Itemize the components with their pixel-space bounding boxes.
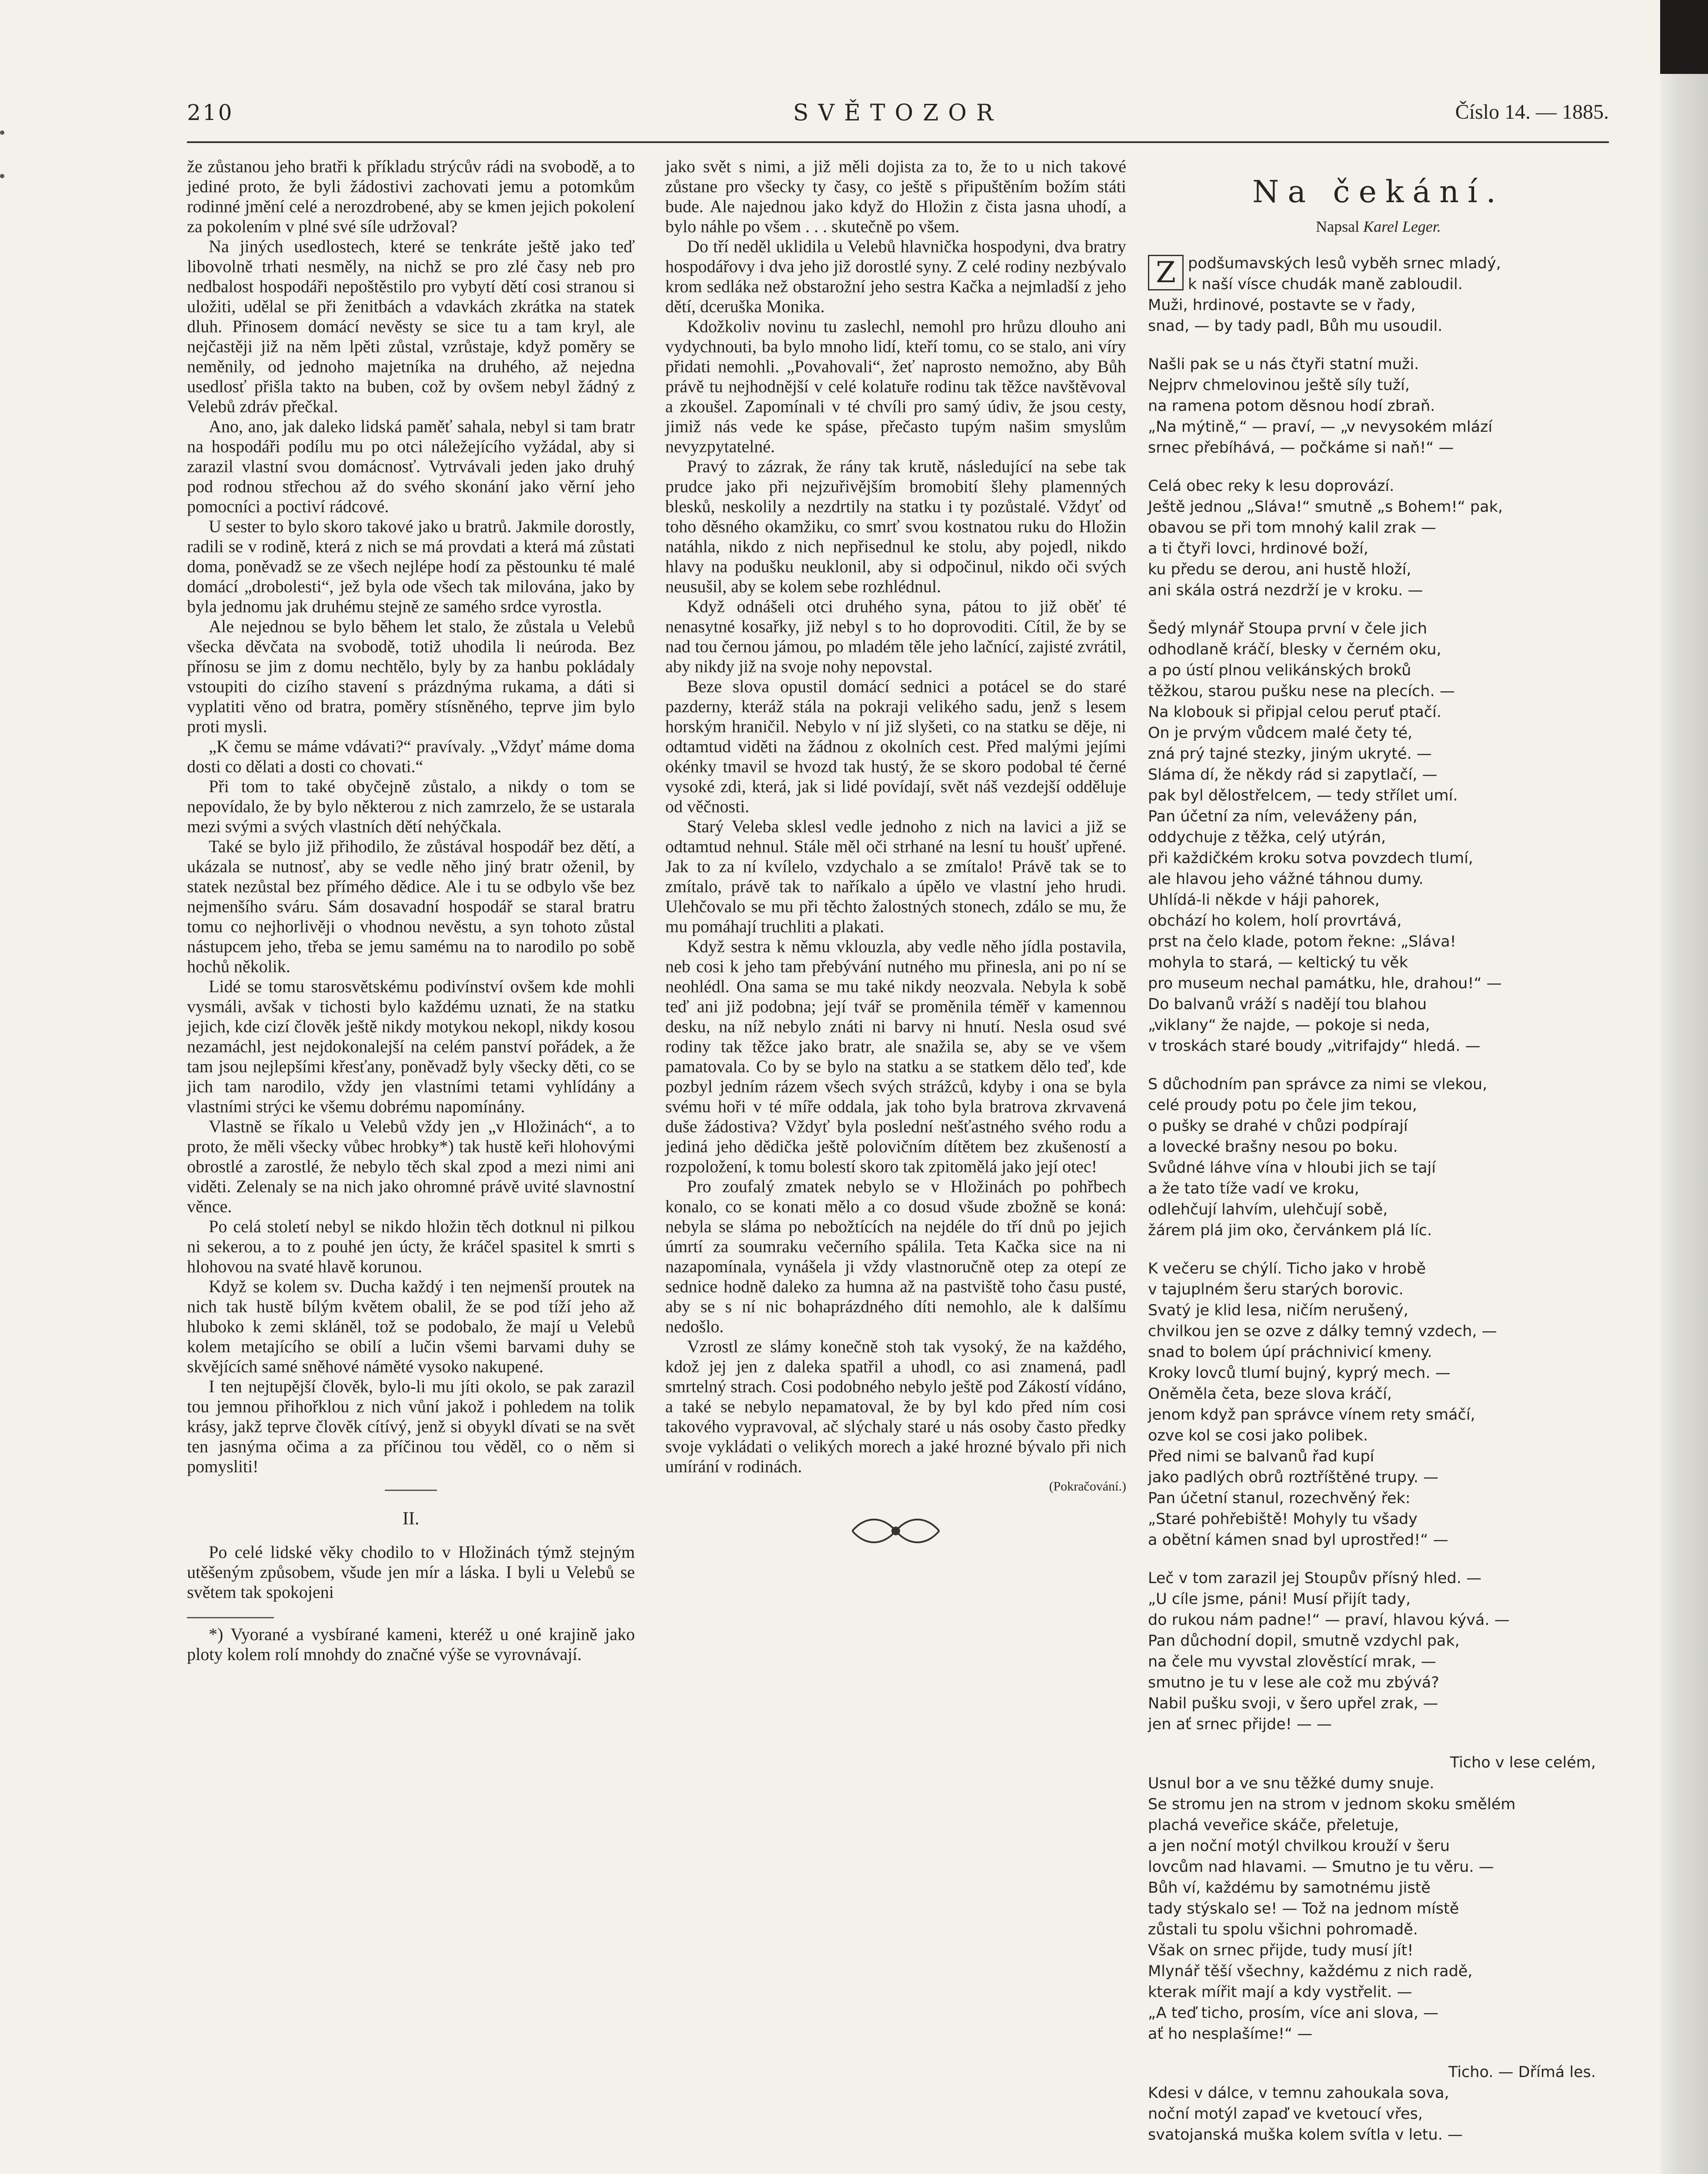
poem-line: Pan účetní za ním, veleváženy pán,: [1148, 808, 1418, 825]
ornament-icon: [665, 1511, 1126, 1553]
section-divider: [385, 1490, 437, 1491]
stanza: [1148, 1258, 1609, 1550]
column-2: [665, 157, 1126, 1553]
poem-line: Oněměla četa, beze slova kráčí,: [1148, 1385, 1392, 1403]
poem-line: plachá veveřice skáče, přeletuje,: [1148, 1817, 1399, 1834]
poem-line: Však on srnec přijde, tudy musí jít!: [1148, 1942, 1414, 1959]
paragraph: Starý Veleba sklesl vedle jednoho z nich na lavici a již se odtamtud nehnul. Stále měl oči strhané na lesní tu houšť upřené. Jak to za ní kvílelo, vzdychalo a se zmítalo! Právě tak se to zmítalo, právě tak to naříkalo a úpělo ve vlastní jeho hrudi. Ulehčovalo se mu při těchto žalostných stonech, zdálo se mu, že mu pomáhají truchliti a plakati.: [665, 817, 1126, 936]
paragraph: Lidé se tomu starosvětskému podivínství ovšem kde mohli vysmáli, avšak v tichosti bylo každému uznati, že na statku jejich, kde cizí člověk ještě nikdy motykou nekopl, nikdy kosou nezamáchl, jest nejdokonalejší na celém panství pořádek, a že tam jsou nejlepšími křesťany, poněvadž byly všecky děti, co se jich tam narodilo, vždy jen vlastními tetami vyhlídány a vlastními strýci ke všemu dobrému napomínány.: [187, 977, 635, 1116]
binding-marks: [0, 130, 6, 243]
poem-line: Leč v tom zarazil jej Stoupův přísný hled. —: [1148, 1570, 1481, 1587]
poem-line: obchází ho kolem, holí provrtává,: [1148, 912, 1402, 930]
poem-line: svatojanská muška kolem svítla v letu. —: [1148, 2126, 1463, 2144]
poem-line: chvilkou jen se ozve z dálky temný vzdech, —: [1148, 1323, 1497, 1340]
poem-line: snad, — by tady padl, Bůh mu usoudil.: [1148, 317, 1443, 335]
poem-line: a po ústí plnou velikánských broků: [1148, 662, 1411, 679]
poem-line: pro museum nechal památku, hle, drahou!“ —: [1148, 975, 1502, 992]
poem-line: a že tato tíže vadí ve kroku,: [1148, 1180, 1359, 1197]
poem-line: snad to bolem úpí práchnivicí kmeny.: [1148, 1344, 1432, 1361]
poem-line: „Na mýtině,“ — praví, — „v nevysokém mlází: [1148, 418, 1493, 436]
poem-line: „U cíle jsme, páni! Musí přijít tady,: [1148, 1590, 1411, 1608]
book-spine: [1660, 0, 1708, 2174]
poem-line: Svůdné láhve vína v hloubi jich se tají: [1148, 1159, 1436, 1177]
paragraph: U sester to bylo skoro takové jako u bratrů. Jakmile dorostly, radili se v rodině, která z nich se má provdati a která má zůstati doma, poněvadž se ze všech nejlépe hodí za pěstounku té malé domácí „drobolesti“, jež byla ode všech tak milována, jako by byla jednomu jak druhému stejně ze samého srdce vyrostla.: [187, 517, 635, 616]
paragraph: Také se bylo již přihodilo, že zůstával hospodář bez dětí, a ukázala se nutnosť, aby se vedle něho jiný bratr oženil, by statek nezůstal bez přímého dědice. Ale i tu se odbylo vše bez nejmenšího sváru. Sám dosavadní hospodář se staral bratru tomu co nejhorlivěji o vhodnou nevěstu, a syn tohoto zůstal nástupcem jeho, třeba se jemu samému na to narodilo po sobě hochů několik.: [187, 837, 635, 976]
paragraph: Když sestra k němu vklouzla, aby vedle něho jídla postavila, neb cosi k jeho tam přebývání nutného mu přinesla, ani po ní se neohlédl. Ona sama se mu také nikdy neozvala. Nebyla k sobě teď ani již podobna; její tvář se proměnila téměř v kamennou desku, na níž nebylo znáti ni barvy ni hnutí. Nesla osud své rodiny tak těžce jako bratr, ale snažila se, aby se ve všem pamatovala. Co by se bylo na statku a se statkem dělo teď, kde pozbyl jedním rázem všech svých strážců, kdyby i ona se byla svému hoři v té míře oddala, jak toho byla bratrova zkrvavená duše žádostiva? Vždyť byla poslední nešťastného svého rodu a jediná jeho dědička ještě polovičním dítětem bez zkušeností a rozpoložení, k tomu bolestí skoro tak zpitomělá jako její otec!: [665, 937, 1126, 1176]
poem-line: Kroky lovců tlumí bujný, kyprý mech. —: [1148, 1364, 1451, 1382]
continued-note: (Pokračování.): [1049, 1479, 1126, 1494]
poem-line: Šedý mlynář Stoupa první v čele jich: [1148, 620, 1428, 637]
issue-number: Číslo 14. — 1885.: [1455, 100, 1609, 123]
paragraph: Ale nejednou se bylo během let stalo, že zůstala u Velebů všecka děvčata na svobodě, totiž uhodila li neúroda. Bez přínosu se jim z domu nechtělo, byly by za hanbu pokládaly vstoupiti do cizího stavení s prázdnýma rukama, a dáti si vyplatiti věno od bratra, poměry stísněného, teprve jim bylo proti mysli.: [187, 617, 635, 736]
scan-edge: [1660, 0, 1708, 74]
poem-line: žárem plá jim oko, červánkem plá líc.: [1148, 1222, 1432, 1239]
column-1: [187, 157, 635, 1664]
poem-line: Usnul bor a ve snu těžké dumy snuje.: [1148, 1775, 1434, 1792]
poem-line: Ještě jednou „Sláva!“ smutně „s Bohem!“ pak,: [1148, 498, 1503, 516]
paragraph: Na jiných usedlostech, které se tenkráte ještě jako teď libovolně trhati nesměly, na nichž se pro zlé časy neb pro nedbalost hospodáři nepoštěstilo pro vybytí dětí cosi stranou si uložiti, udělal se při ženitbách a vdavkách zkrátka na statek dluh. Přinosem domácí nevěsty se sice tu a tam kryl, ale nejčastěji již na něm lpěti zůstal, vzrůstaje, když poměry se neměnily, od jednoho majetníka na druhého, až nejedna usedlosť přišla takto na buben, což by ovšem nebyl žádný z Velebů zdráv přečkal.: [187, 237, 635, 416]
paragraph: Beze slova opustil domácí sednici a potácel se do staré pazderny, kteráž stála na pokraji velikého sadu, jenž s lesem horským hraničil. Nebylo v ní již slyšeti, co na statku se děje, ni odtamtud viděti na žádnou z okolních cest. Před malými jejími okénky tmavil se hvozd tak hustý, že se skoro podobal té černé vysoké zdi, která, jak si lidé povídají, svět náš vezdejší odděluje od věčnosti.: [665, 677, 1126, 816]
stanza: [1148, 1074, 1609, 1241]
poem-line: jako padlých obrů roztříštěné trupy. —: [1148, 1469, 1438, 1486]
poem-line: Kdesi v dálce, v temnu zahoukala sova,: [1148, 2084, 1449, 2102]
poem-line: v tajuplném šeru starých borovic.: [1148, 1281, 1404, 1298]
column-3-poem: [1148, 157, 1609, 2163]
poem-line: K večeru se chýlí. Ticho jako v hrobě: [1148, 1260, 1426, 1277]
paragraph: že zůstanou jeho bratři k příkladu strýcův rádi na svobodě, a to jediné proto, že byli žádostivi zachovati jemu a potomkům rodinné jmění celé a nerozdrobené, aby se kmen jejich pokolení za pokolením v plné své síle udržoval?: [187, 157, 635, 236]
poem-line: celé proudy potu po čele jim tekou,: [1148, 1097, 1417, 1114]
stanza: [1148, 476, 1609, 601]
paragraph: Po celá století nebyl se nikdo hložin těch dotknul ni pilkou ni sekerou, a to z pouhé jen úcty, že kráčel spasitel k smrti s hlohovou na svaté hlavě korunou.: [187, 1217, 635, 1276]
poem-line: Se stromu jen na strom v jednom skoku smělém: [1148, 1796, 1516, 1813]
paragraph: „K čemu se máme vdávati?“ pravívaly. „Vždyť máme doma dosti co dělati a dosti co chovati.“: [187, 737, 635, 776]
paragraph: Pravý to zázrak, že rány tak krutě, následující na sebe tak prudce jako při nejzuřivějším bromobití šlehy plamenných blesků, neskolily a nezdrtily na statku i ty pozůstalé. Vždyť od toho děsného okamžiku, co smrť svou kostnatou ruku do Hložin natáhla, nikdo z nich nepřisednul ke stolu, aby pojedl, nikdo hlavy na podušku neuklonil, aby si odpočinul, nikdo oči svých neusušil, aby se kolem sebe rozhlédnul.: [665, 457, 1126, 596]
paragraph: Pro zoufalý zmatek nebylo se v Hložinách po pohřbech konalo, co se konati mělo a co dosud všude zbožně se koná: nebyla se sláma po nebožtících na nejdéle do tří dnů po jejich úmrtí za soumraku večerního spálila. Teta Kačka sice na ni nazapomínala, vynášela ji vždy vlastnoručně otep za otepí ze sednice hodně daleko za humna až na pastviště toho času pusté, aby se s ní nic bohaprázdného díti nemohlo, ale k dalšímu nedošlo.: [665, 1177, 1126, 1336]
footnote-rule: [187, 1617, 274, 1618]
poem-line: obavou se při tom mnohý kalil zrak —: [1148, 519, 1436, 537]
poem-line: Pan účetní stanul, rozechvěný řek:: [1148, 1490, 1411, 1507]
poem-line: jenom když pan správce vínem rety smáčí,: [1148, 1406, 1475, 1424]
poem-line: mohyla to stará, — keltický tu věk: [1148, 954, 1408, 971]
paragraph: Do tří neděl uklidila u Velebů hlavnička hospodyni, dva bratry hospodářovy i dva jeho již dorostlé syny. Z celé rodiny nezbývalo krom sedláka než obstarožní jeho sestra Kačka a nejmladší z jeho dětí, dceruška Monika.: [665, 237, 1126, 316]
poem-line: Svatý je klid lesa, ničím nerušený,: [1148, 1302, 1408, 1319]
poem-line: noční motýl zapaď ve kvetoucí vřes,: [1148, 2105, 1423, 2123]
poem-line: Pan důchodní dopil, smutně vzdychl pak,: [1148, 1632, 1460, 1650]
poem-line: zůstali tu spolu všichni pohromadě.: [1148, 1921, 1418, 1938]
poem-line: Uhlídá-li někde v háji pahorek,: [1148, 891, 1380, 909]
poem-line: smutno je tu v lese ale což mu zbývá?: [1148, 1674, 1439, 1691]
stanza: [1148, 1752, 1609, 2044]
poem-line: srnec přebíhává, — počkáme si naň!“ —: [1148, 439, 1454, 457]
page-header: [187, 100, 1609, 135]
poem-line: Sláma dí, že někdy rád si zapytlačí, —: [1148, 766, 1438, 784]
poem-line: „viklany“ že najde, — pokoje si neda,: [1148, 1017, 1430, 1034]
stanza: [1148, 253, 1609, 337]
header-rule: [187, 141, 1609, 143]
stanza: [1148, 1568, 1609, 1735]
poem-line: o pušky se drahé v chůzi podpírají: [1148, 1117, 1408, 1135]
stanza: [1148, 618, 1609, 1057]
poem-line: tady stýskalo se! — Tož na jednom místě: [1148, 1900, 1459, 1917]
paragraph: Když se kolem sv. Ducha každý i ten nejmenší proutek na nich tak hustě bílým květem obalil, že se pod tíží jeho až hluboko k zemi skláněl, tož se podobalo, že mají u Velebů kolem metajícího se obilí a lučin všemi barvami duhy se skvějících samé sněhové náměté vysoko nakupené.: [187, 1277, 635, 1376]
paragraph: Vlastně se říkalo u Velebů vždy jen „v Hložinách“, a to proto, že měli všecky vůbec hrobky*) tak hustě keři hlohovými obrostlé a zarostlé, že nebylo těch skal zpod a mezi nimi ani viděti. Zelenaly se na nich jako ohromné právě uvité slavnostní věnce.: [187, 1117, 635, 1216]
dropcap: Z: [1148, 255, 1184, 290]
journal-title: SVĚTOZOR: [793, 100, 1003, 126]
poem-body: [1148, 253, 1609, 2145]
paragraph: Když odnášeli otci druhého syna, pátou to již oběť té nenasytné kosařky, již nebyl s to ho doprovoditi. Cítil, že by se nad tou černou jámou, po mladém těle jeho lačnící, zajisté zvrátil, aby nikdy již na svoje nohy nepovstal.: [665, 597, 1126, 676]
poem-line: Muži, hrdinové, postavte se v řady,: [1148, 297, 1416, 314]
poem-line: lovcům nad hlavami. — Smutno je tu věru. —: [1148, 1858, 1494, 1876]
paragraph: I ten nejtupější člověk, bylo-li mu jíti okolo, se pak zarazil tou jemnou přihořklou z nich vůní jakož i pohledem na tolik krásy, jakž teprve člověk cítívý, jenž si obyykl dívati se na svět ten jasnýma očima a za příčinou tou věděl, co o něm si pomysliti!: [187, 1377, 635, 1476]
poem-line: těžkou, starou pušku nese na plecích. —: [1148, 683, 1455, 700]
poem-line: ku předu se derou, ani hustě hloží,: [1148, 561, 1411, 578]
poem-author: Karel Leger.: [1363, 218, 1441, 235]
poem-line: Ticho. — Dřímá les.: [1448, 2064, 1596, 2081]
poem-line: při každičkém kroku sotva povzdech tlumí,: [1148, 850, 1473, 867]
footnote: *) Vyorané a vysbírané kameni, kteréž u oné krajině jako ploty kolem rolí mnohdy do značné výše se vyrovnávají.: [187, 1624, 635, 1664]
paragraph: Kdožkoliv novinu tu zaslechl, nemohl pro hrůzu dlouho ani vydychnouti, ba bylo mnoho lidí, kteří tomu, co se stalo, ani víry přidati nemohli. „Povahovali“, žeť naprosto nemožno, aby Bůh právě tu nejhodnější v celé kolatuře rodinu tak těžce navštěvoval a zkoušel. Zapomínali v té chvíli pro samý údiv, že jsou cesty, jimiž nás vede ke spáse, přečasto tupým našim smyslům nevyzpytatelné.: [665, 317, 1126, 456]
poem-line: do rukou nám padne!“ — praví, hlavou kývá. —: [1148, 1611, 1510, 1629]
poem-line: odlehčují lahvím, ulehčují sobě,: [1148, 1201, 1388, 1218]
poem-line: a lovecké brašny nesou po boku.: [1148, 1138, 1398, 1156]
poem-line: Nejprv chmelovinou ještě síly tuží,: [1148, 377, 1410, 394]
poem-line: Na klobouk si připjal celou peruť ptačí.: [1148, 704, 1441, 721]
stanza: [1148, 354, 1609, 458]
poem-line: Mlynář těší všechny, každému z nich radě,: [1148, 1963, 1473, 1980]
page-number: 210: [187, 100, 234, 125]
poem-line: k naší vísce chudák maně zabloudil.: [1188, 276, 1463, 293]
poem-line: „Staré pohřebiště! Mohyly tu všady: [1148, 1510, 1418, 1528]
poem-line: ozve kol se cosi jako polibek.: [1148, 1427, 1368, 1444]
poem-line: pak byl dělostřelcem, — tedy střílet umí.: [1148, 787, 1458, 804]
poem-line: ať ho nesplašíme!“ —: [1148, 2025, 1313, 2043]
poem-byline: [1148, 217, 1609, 236]
paragraph: Ano, ano, jak daleko lidská paměť sahala, nebyl si tam bratr na hospodáři podílu mu po otci náležejícího vyžádal, aby si zarazil vlastní svou domácnosť. Vytrvávali jeden jako druhý pod rodnou střechou až do svého skonání jako věrní jeho pomocníci a poctiví rádcové.: [187, 417, 635, 516]
poem-line: kterak mířit mají a kdy vystřelit. —: [1148, 1984, 1412, 2001]
poem-line: Ticho v lese celém,: [1450, 1754, 1596, 1771]
poem-line: na ramena potom děsnou hodí zbraň.: [1148, 397, 1435, 415]
poem-line: ale hlavou jeho vážné táhnou dumy.: [1148, 870, 1424, 888]
poem-line: a jen noční motýl chvilkou krouží v šeru: [1148, 1837, 1450, 1855]
poem-line: Před nimi se balvanů řad kupí: [1148, 1448, 1374, 1465]
poem-line: Nabil pušku svoji, v šero upřel zrak, —: [1148, 1695, 1438, 1712]
poem-line: Celá obec reky k lesu doprovází.: [1148, 477, 1394, 495]
poem-line: jen ať srnec přijde! — —: [1148, 1716, 1332, 1733]
poem-line: On je prvým vůdcem malé čety té,: [1148, 724, 1413, 742]
poem-line: „A teď ticho, prosím, více ani slova, —: [1148, 2004, 1439, 2022]
paragraph: Při tom to také obyčejně zůstalo, a nikdy o tom se nepovídalo, že by bylo některou z nich zamrzelo, že se ustarala mezi svými a svých vlastních dětí nehýčkala.: [187, 777, 635, 836]
poem-line: a obětní kámen snad byl uprostřed!“ —: [1148, 1531, 1448, 1549]
poem-line-text: podšumavských lesů vyběh srnec mladý,: [1188, 255, 1501, 272]
section-heading: II.: [402, 1509, 420, 1529]
poem-line: Bůh ví, každému by samotnému jistě: [1148, 1879, 1431, 1897]
paragraph: jako svět s nimi, a již měli dojista za to, že to u nich takové zůstane pro všecky ty časy, co ještě s připuštěním božím státi bude. Ale najednou jako když do Hložin z čista jasna uhodí, a bylo náhle po všem . . . skutečně po všem.: [665, 157, 1126, 236]
poem-line: Do balvanů vráží s nadějí tou blahou: [1148, 996, 1427, 1013]
poem-line: a ti čtyři lovci, hrdinové boží,: [1148, 540, 1368, 557]
poem-line: zná prý tajné stezky, jiným ukryté. —: [1148, 745, 1432, 763]
poem-line: v troskách staré boudy „vitrifajdy“ hledá. —: [1148, 1037, 1481, 1055]
poem-line: prst na čelo klade, potom řekne: „Sláva!: [1148, 933, 1456, 950]
poem-line: na čele mu vyvstal zlověstící mrak, —: [1148, 1653, 1436, 1671]
stanza: [1148, 2062, 1609, 2145]
byline-prefix: Napsal: [1316, 218, 1360, 235]
poem-line: ani skála ostrá nezdrží je v kroku. —: [1148, 582, 1423, 599]
paragraph: Po celé lidské věky chodilo to v Hložinách týmž stejným utěšeným způsobem, všude jen mír a láska. I byli u Velebů se světem tak spokojeni: [187, 1542, 635, 1602]
poem-line: S důchodním pan správce za nimi se vlekou,: [1148, 1076, 1488, 1093]
poem-line: odhodlaně kráčí, blesky v černém oku,: [1148, 641, 1441, 658]
poem-line: oddychuje z těžka, celý utýrán,: [1148, 829, 1386, 846]
paragraph: Vzrostl ze slámy konečně stoh tak vysoký, že na každého, kdož jej jen z daleka spatřil a uhodl, co asi znamená, padl smrtelný strach. Cosi podobného nebylo ještě pod Zákostí vídáno, a také se nebylo nepamatoval, že by byl kdo před ním cosi takového vypravoval, ač slýchaly staré u nás osoby často předky svoje vykládati o velikých morech a jaké hrozné bývalo při nich umírání v rodinách.: [665, 1337, 1126, 1476]
poem-line: Našli pak se u nás čtyři statní muži.: [1148, 356, 1419, 373]
poem-title: Na čekání.: [1252, 174, 1505, 210]
